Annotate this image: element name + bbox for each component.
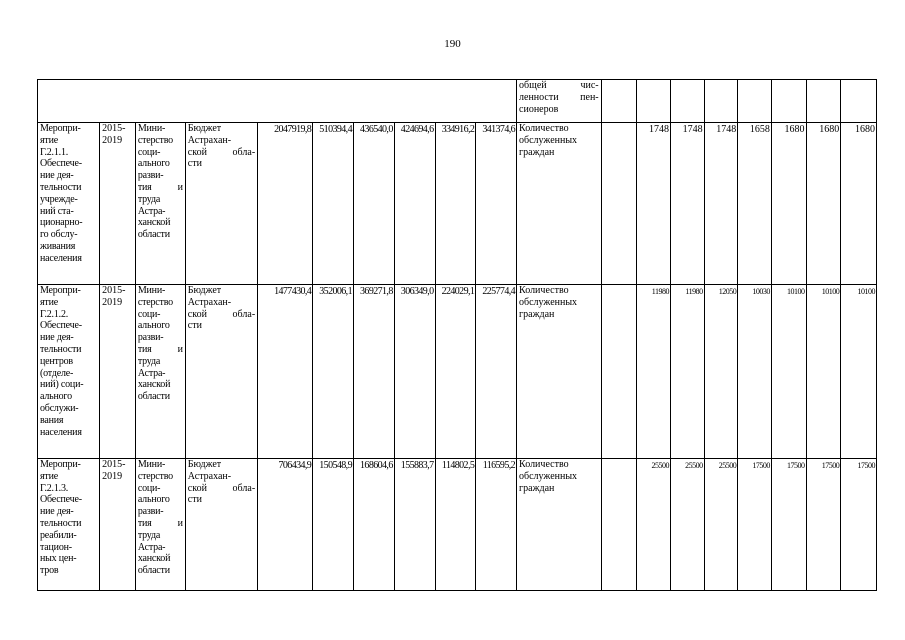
- measure-line: ных цен-: [40, 553, 77, 565]
- period-cell: [100, 123, 136, 285]
- source-line: Астрахан-: [187, 470, 232, 482]
- year-cell: 369271,8: [353, 285, 394, 459]
- indicator-line: сионеров: [519, 103, 559, 115]
- empty-cell: [637, 80, 671, 123]
- year-cell: 424694,6: [394, 123, 435, 285]
- indicator-value-cell: 10100: [806, 285, 841, 459]
- empty-cell: [704, 80, 738, 123]
- executor-line: стерство: [137, 296, 173, 308]
- executor-line: Астра-: [137, 205, 166, 217]
- indicator-value-cell: 25500: [704, 459, 738, 591]
- indicator-value-cell: 17500: [738, 459, 772, 591]
- executor-line: тия и: [137, 517, 183, 529]
- year-cell: 150548,9: [313, 459, 354, 591]
- source-cell: [185, 123, 257, 285]
- measure-line: (отделе-: [40, 367, 74, 379]
- total-cell: 2047919,8: [258, 123, 313, 285]
- year-cell: 155883,7: [394, 459, 435, 591]
- indicator-value-cell: 25500: [637, 459, 671, 591]
- executor-line: разви-: [137, 506, 164, 518]
- executor-line: Мини-: [137, 285, 166, 296]
- measure-line: Г.2.1.2.: [40, 308, 69, 320]
- measure-cell: [38, 459, 100, 591]
- page-number: 190: [444, 38, 461, 50]
- executor-line: разви-: [137, 332, 164, 344]
- year-cell: 114802,5: [435, 459, 476, 591]
- executor-line: области: [137, 391, 170, 403]
- measure-line: Обеспече-: [40, 494, 82, 506]
- source-line: Бюджет: [187, 123, 222, 134]
- year-cell: 341374,6: [476, 123, 517, 285]
- executor-line: труда: [137, 355, 161, 367]
- indicator-value-cell: 25500: [670, 459, 704, 591]
- executor-line: стерство: [137, 470, 173, 482]
- table-row: [38, 123, 877, 285]
- measure-line: тацион-: [40, 541, 72, 553]
- executor-line: Мини-: [137, 459, 166, 470]
- indicator-line: граждан: [519, 308, 555, 320]
- measure-cell: [38, 285, 100, 459]
- continuation-indicator-cell: [517, 80, 602, 123]
- indicator-value-cell: 1680: [841, 123, 877, 285]
- indicator-line: граждан: [519, 146, 555, 158]
- indicator-line: обслуженных: [519, 296, 578, 308]
- empty-cell: [806, 80, 841, 123]
- period-cell: [100, 285, 136, 459]
- total-cell: 706434,9: [258, 459, 313, 591]
- executor-line: Мини-: [137, 123, 166, 134]
- indicator-value-cell: 12050: [704, 285, 738, 459]
- table-row: [38, 459, 877, 591]
- executor-line: Астра-: [137, 367, 166, 379]
- continuation-row: [38, 80, 877, 123]
- executor-line: ального: [137, 158, 170, 170]
- indicator-value-cell: 1680: [771, 123, 806, 285]
- measure-line: населения: [40, 252, 82, 264]
- indicator-line: Количество: [519, 123, 569, 134]
- program-table: [37, 79, 877, 591]
- year-cell: 225774,4: [476, 285, 517, 459]
- executor-line: ального: [137, 320, 170, 332]
- measure-line: Обеспече-: [40, 320, 82, 332]
- executor-line: труда: [137, 193, 161, 205]
- year-cell: 116595,2: [476, 459, 517, 591]
- measure-line: ние дея-: [40, 506, 74, 518]
- empty-cell: [841, 80, 877, 123]
- measure-line: го обслу-: [40, 229, 78, 241]
- source-line: сти: [187, 320, 202, 332]
- indicator-cell: [517, 285, 602, 459]
- measure-line: ционарно-: [40, 217, 83, 229]
- indicator-value-cell: 10030: [738, 285, 772, 459]
- empty-cell: [738, 80, 772, 123]
- measure-line: ние дея-: [40, 332, 74, 344]
- indicator-line: обслуженных: [519, 470, 578, 482]
- source-line: ской обла-: [187, 146, 256, 158]
- indicator-value-cell: 11980: [670, 285, 704, 459]
- empty-cell: [670, 80, 704, 123]
- measure-line: Г.2.1.3.: [40, 482, 69, 494]
- executor-line: ального: [137, 494, 170, 506]
- measure-line: живания: [40, 240, 76, 252]
- measure-line: учрежде-: [40, 193, 78, 205]
- source-line: Бюджет: [187, 459, 222, 470]
- empty-cell: [601, 80, 637, 123]
- source-line: ской обла-: [187, 482, 256, 494]
- indicator-line: Количество: [519, 285, 569, 296]
- period-line: 2019: [102, 470, 123, 482]
- source-line: Астрахан-: [187, 134, 232, 146]
- executor-line: Астра-: [137, 541, 166, 553]
- year-cell: 168604,6: [353, 459, 394, 591]
- indicator-cell: [517, 459, 602, 591]
- period-line: 2015-: [102, 285, 126, 296]
- period-line: 2019: [102, 296, 123, 308]
- measure-line: ального: [40, 391, 72, 403]
- indicator-value-cell: 10100: [841, 285, 877, 459]
- measure-line: тельности: [40, 517, 82, 529]
- source-line: Астрахан-: [187, 296, 232, 308]
- executor-line: стерство: [137, 134, 173, 146]
- indicator-cell: [517, 123, 602, 285]
- table-row: [38, 285, 877, 459]
- executor-cell: [135, 285, 185, 459]
- indicator-value-cell: 1748: [637, 123, 671, 285]
- measure-line: ние дея-: [40, 170, 74, 182]
- measure-line: ятие: [40, 296, 58, 308]
- source-cell: [185, 459, 257, 591]
- indicator-value-cell: 17500: [771, 459, 806, 591]
- indicator-line: общей чис-: [519, 80, 599, 91]
- executor-line: разви-: [137, 170, 164, 182]
- period-line: 2019: [102, 134, 123, 146]
- continuation-empty-cell: [38, 80, 517, 123]
- executor-line: соци-: [137, 308, 161, 320]
- indicator-value-cell: 17500: [841, 459, 877, 591]
- indicator-value-cell: 17500: [806, 459, 841, 591]
- period-cell: [100, 459, 136, 591]
- measure-line: Меропри-: [40, 285, 81, 296]
- indicator-value-cell: 1748: [670, 123, 704, 285]
- source-cell: [185, 285, 257, 459]
- source-line: сти: [187, 158, 202, 170]
- executor-cell: [135, 123, 185, 285]
- source-line: Бюджет: [187, 285, 222, 296]
- indicator-value-cell: 1680: [806, 123, 841, 285]
- executor-line: соци-: [137, 146, 161, 158]
- measure-line: Г.2.1.1.: [40, 146, 69, 158]
- executor-line: ханской: [137, 379, 171, 391]
- measure-line: ний) соци-: [40, 379, 84, 391]
- measure-line: ятие: [40, 134, 58, 146]
- measure-line: населения: [40, 426, 82, 438]
- empty-cell: [601, 285, 637, 459]
- measure-line: вания: [40, 414, 64, 426]
- indicator-value-cell: 1658: [738, 123, 772, 285]
- indicator-value-cell: 10100: [771, 285, 806, 459]
- measure-line: Меропри-: [40, 459, 81, 470]
- empty-cell: [601, 459, 637, 591]
- measure-line: обслужи-: [40, 402, 79, 414]
- executor-line: ханской: [137, 553, 171, 565]
- year-cell: 334916,2: [435, 123, 476, 285]
- indicator-value-cell: 1748: [704, 123, 738, 285]
- year-cell: 510394,4: [313, 123, 354, 285]
- executor-cell: [135, 459, 185, 591]
- executor-line: тия и: [137, 343, 183, 355]
- executor-line: тия и: [137, 181, 183, 193]
- measure-line: Обеспече-: [40, 158, 82, 170]
- year-cell: 306349,0: [394, 285, 435, 459]
- empty-cell: [601, 123, 637, 285]
- measure-line: тров: [40, 565, 59, 577]
- executor-line: области: [137, 565, 170, 577]
- indicator-line: граждан: [519, 482, 555, 494]
- executor-line: области: [137, 229, 170, 241]
- period-line: 2015-: [102, 123, 126, 134]
- executor-line: соци-: [137, 482, 161, 494]
- measure-line: реабили-: [40, 529, 77, 541]
- empty-cell: [771, 80, 806, 123]
- indicator-value-cell: 11980: [637, 285, 671, 459]
- measure-line: центров: [40, 355, 73, 367]
- executor-line: ханской: [137, 217, 171, 229]
- measure-line: Меропри-: [40, 123, 81, 134]
- indicator-line: обслуженных: [519, 134, 578, 146]
- source-line: ской обла-: [187, 308, 256, 320]
- indicator-line: ленности пен-: [519, 91, 599, 103]
- period-line: 2015-: [102, 459, 126, 470]
- year-cell: 436540,0: [353, 123, 394, 285]
- executor-line: труда: [137, 529, 161, 541]
- year-cell: 352006,1: [313, 285, 354, 459]
- total-cell: 1477430,4: [258, 285, 313, 459]
- measure-line: тельности: [40, 181, 82, 193]
- measure-line: ятие: [40, 470, 58, 482]
- measure-line: тельности: [40, 343, 82, 355]
- measure-line: ний ста-: [40, 205, 74, 217]
- indicator-line: Количество: [519, 459, 569, 470]
- measure-cell: [38, 123, 100, 285]
- source-line: сти: [187, 494, 202, 506]
- year-cell: 224029,1: [435, 285, 476, 459]
